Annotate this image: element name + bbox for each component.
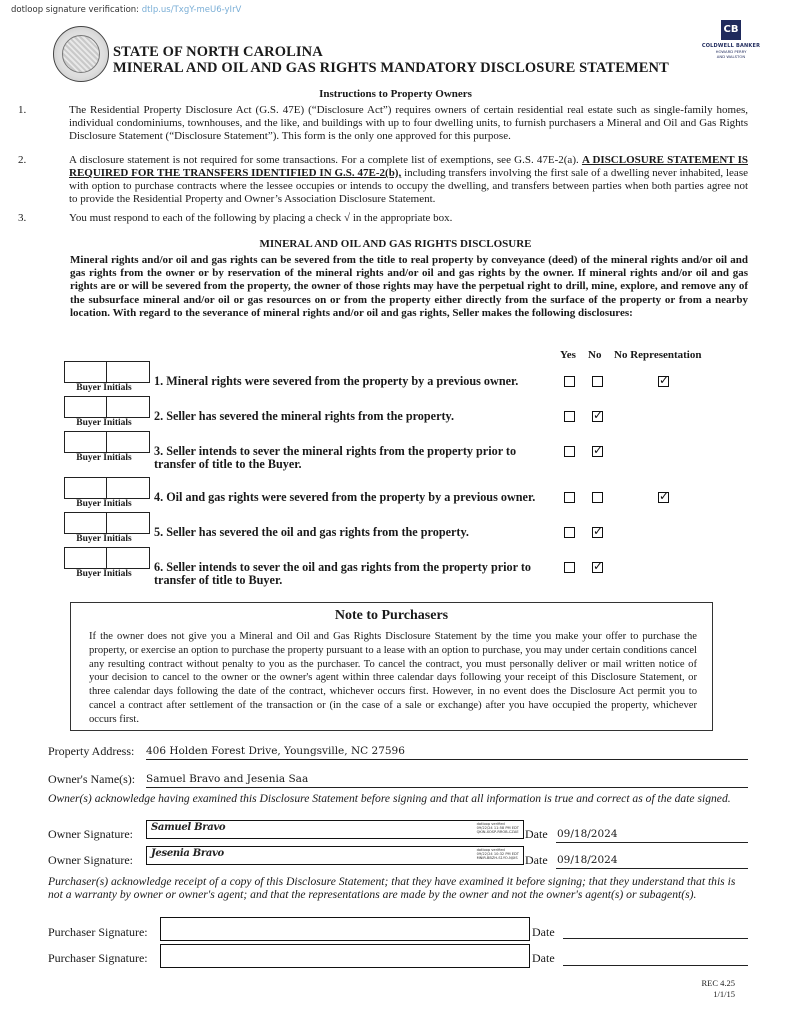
column-no: No bbox=[588, 349, 602, 361]
buyer-initials-field[interactable] bbox=[64, 477, 150, 499]
instructions-heading: Instructions to Property Owners bbox=[319, 88, 472, 100]
owner-signature-label: Owner Signature: bbox=[48, 827, 133, 841]
question-1-no-checkbox[interactable] bbox=[592, 376, 603, 387]
buyer-initials-label: Buyer Initials bbox=[76, 499, 132, 509]
stamp-line: QKIN-XOSP-RROB-CZAE bbox=[476, 830, 519, 835]
owners-name-field[interactable]: Samuel Bravo and Jesenia Saa bbox=[146, 773, 309, 785]
initials-box-1[interactable] bbox=[65, 432, 107, 452]
instruction-item-1 bbox=[18, 104, 748, 143]
instruction-required-notice: A DISCLOSURE STATEMENT IS REQUIRED FOR THE TRANSFERS IDENTIFIED IN G.S. 47E-2(b), bbox=[69, 154, 749, 179]
state-seal-icon bbox=[53, 26, 109, 82]
question-4-yes-checkbox[interactable] bbox=[564, 492, 575, 503]
owner-date-2-field[interactable]: 09/18/2024 bbox=[557, 854, 618, 866]
property-address-label: Property Address: bbox=[48, 744, 135, 758]
purchaser-date-label: Date bbox=[532, 951, 555, 965]
instruction-item-3 bbox=[18, 212, 748, 225]
question-3-text: 3. Seller intends to sever the mineral rights from the property prior to transfer of title to the Buyer. bbox=[154, 444, 517, 471]
disclosure-heading: MINERAL AND OIL AND GAS RIGHTS DISCLOSURE bbox=[259, 238, 532, 250]
purchaser-date-2-field[interactable] bbox=[563, 965, 748, 966]
owner-signature-label: Owner Signature: bbox=[48, 853, 133, 867]
owner-date-label: Date bbox=[525, 853, 548, 867]
buyer-initials-label: Buyer Initials bbox=[76, 418, 132, 428]
owner-date-label: Date bbox=[525, 827, 548, 841]
form-revision: 1/1/15 bbox=[713, 989, 735, 999]
instruction-number: 2. bbox=[18, 154, 27, 166]
initials-box-2[interactable] bbox=[107, 432, 149, 452]
coldwell-banker-icon: CB bbox=[721, 20, 741, 40]
initials-box-1[interactable] bbox=[65, 397, 107, 417]
question-2-no-checkbox[interactable] bbox=[592, 411, 603, 422]
buyer-initials-field[interactable] bbox=[64, 512, 150, 534]
property-address-field[interactable]: 406 Holden Forest Drive, Youngsville, NC 27596 bbox=[146, 745, 405, 757]
owner-signature-1: Samuel Bravo bbox=[151, 822, 226, 833]
instruction-text bbox=[69, 154, 748, 206]
purchaser-date-1-field[interactable] bbox=[563, 938, 748, 939]
initials-box-1[interactable] bbox=[65, 548, 107, 568]
owner-date-line bbox=[556, 842, 748, 843]
column-yes: Yes bbox=[560, 349, 576, 361]
instruction-text: You must respond to each of the following by placing a check √ in the appropriate box. bbox=[69, 212, 453, 224]
instruction-text-before: A disclosure statement is not required for some transactions. For a complete list of exemptions, see G.S. 47E-2(a). bbox=[69, 154, 582, 166]
page-title bbox=[113, 44, 669, 76]
verification-label: dotloop signature verification: bbox=[11, 5, 140, 15]
question-5-text: 5. Seller has severed the oil and gas rights from the property. bbox=[154, 525, 469, 539]
column-no-representation: No Representation bbox=[614, 349, 702, 361]
owner-date-line bbox=[556, 868, 748, 869]
initials-box-2[interactable] bbox=[107, 548, 149, 568]
buyer-initials-field[interactable] bbox=[64, 547, 150, 569]
initials-box-2[interactable] bbox=[107, 397, 149, 417]
initials-box-1[interactable] bbox=[65, 513, 107, 533]
purchaser-acknowledgement: Purchaser(s) acknowledge receipt of a copy of this Disclosure Statement; that they have examined it before signing; that they understand that this is not a warranty by owner or owner's agent; and that the representations are made by the owner and not the owner's agent(s) or subagent(s). bbox=[48, 875, 736, 901]
question-6-yes-checkbox[interactable] bbox=[564, 562, 575, 573]
question-5-no-checkbox[interactable] bbox=[592, 527, 603, 538]
instruction-number: 3. bbox=[18, 212, 27, 224]
form-footer bbox=[701, 978, 735, 1000]
brand-sub-2: AND WALSTON bbox=[716, 54, 746, 59]
question-5-yes-checkbox[interactable] bbox=[564, 527, 575, 538]
purchaser-signature-1-field[interactable] bbox=[160, 917, 530, 941]
brand-sub-1: HOWARD PERRY bbox=[715, 49, 747, 54]
owner-signature-1-field[interactable] bbox=[146, 820, 524, 839]
initials-box-2[interactable] bbox=[107, 513, 149, 533]
question-3-yes-checkbox[interactable] bbox=[564, 446, 575, 457]
question-2-yes-checkbox[interactable] bbox=[564, 411, 575, 422]
owner-signature-2: Jesenia Bravo bbox=[151, 848, 224, 859]
stamp-line: 09/22/24 11:58 PM EDT bbox=[476, 826, 519, 831]
initials-box-2[interactable] bbox=[107, 478, 149, 498]
purchaser-date-label: Date bbox=[532, 925, 555, 939]
disclosure-paragraph: Mineral rights and/or oil and gas rights can be severed from the title to real property by conveyance (deed) of the mineral rights and/or oil and gas rights from the owner or by reservation of the mineral rights and/or oil and gas rights by the owner. If mineral rights and/or oil and gas rights are or will be severed from the property, the owner of those rights may have the perpetual right to drill, mine, explore, and remove any of the subsurface mineral and/or oil or gas resources on or from the property either directly from the surface of the property or from a nearby location. With regard to the severance of mineral rights and/or oil and gas rights, Seller makes the following disclosures: bbox=[70, 254, 748, 319]
stamp-line: MNIR-BBZH-S1YO-NJXS bbox=[476, 856, 518, 861]
note-to-purchasers bbox=[70, 602, 713, 731]
dotloop-verified-stamp bbox=[477, 848, 519, 861]
owner-signature-2-field[interactable] bbox=[146, 846, 524, 865]
buyer-initials-label: Buyer Initials bbox=[76, 383, 132, 393]
purchaser-signature-label: Purchaser Signature: bbox=[48, 951, 148, 965]
instruction-item-2 bbox=[18, 154, 748, 206]
question-2-text: 2. Seller has severed the mineral rights from the property. bbox=[154, 409, 455, 423]
question-6-no-checkbox[interactable] bbox=[592, 562, 603, 573]
form-title: MINERAL AND OIL AND GAS RIGHTS MANDATORY DISCLOSURE STATEMENT bbox=[113, 60, 669, 76]
stamp-line: dotloop verified bbox=[476, 822, 505, 826]
question-4-no-checkbox[interactable] bbox=[592, 492, 603, 503]
question-1-yes-checkbox[interactable] bbox=[564, 376, 575, 387]
question-4-text: 4. Oil and gas rights were severed from the property by a previous owner. bbox=[154, 490, 536, 504]
buyer-initials-label: Buyer Initials bbox=[76, 453, 132, 463]
verification-link[interactable]: dtlp.us/TxgY-meU6-yIrV bbox=[141, 5, 242, 15]
initials-box-1[interactable] bbox=[65, 362, 107, 382]
buyer-initials-field[interactable] bbox=[64, 431, 150, 453]
stamp-line: dotloop verified bbox=[476, 848, 505, 852]
property-address-line bbox=[146, 759, 748, 760]
instruction-text-after: including transfers involving the first sale of a dwelling never inhabited, lease with option to purchase contracts where the lessee occupies or intends to occupy the dwelling, and transfers between parties when both parties agree not to provide the Residential Property and Owner’s Association Disclosure Statement. bbox=[69, 167, 748, 205]
brand-name: COLDWELL BANKER bbox=[701, 43, 761, 49]
purchaser-signature-2-field[interactable] bbox=[160, 944, 530, 968]
buyer-initials-field[interactable] bbox=[64, 361, 150, 383]
owners-name-label: Owner's Name(s): bbox=[48, 772, 136, 786]
buyer-initials-label: Buyer Initials bbox=[76, 569, 132, 579]
instruction-number: 1. bbox=[18, 104, 27, 116]
instruction-text: The Residential Property Disclosure Act (G.S. 47E) (“Disclosure Act”) requires owners of certain residential real estate such as single-family homes, individual condominiums, townhouses, and the like, and buildings with up to four dwelling units, to furnish purchasers a Mineral and Oil and Gas Rights Disclosure Statement (“Disclosure Statement”). This form is the only one approved for this purpose. bbox=[69, 104, 748, 142]
signature-verification bbox=[11, 5, 241, 15]
owners-name-line bbox=[146, 787, 748, 788]
buyer-initials-label: Buyer Initials bbox=[76, 534, 132, 544]
question-4-no-representation-checkbox[interactable] bbox=[658, 492, 669, 503]
form-code: REC 4.25 bbox=[701, 978, 735, 988]
owner-acknowledgement: Owner(s) acknowledge having examined this Disclosure Statement before signing and that all information is true and correct as of the date signed. bbox=[48, 792, 731, 805]
question-6-text: 6. Seller intends to sever the oil and gas rights from the property prior to transfer of title to Buyer. bbox=[154, 560, 532, 587]
question-1-no-representation-checkbox[interactable] bbox=[658, 376, 669, 387]
initials-box-2[interactable] bbox=[107, 362, 149, 382]
question-3-no-checkbox[interactable] bbox=[592, 446, 603, 457]
buyer-initials-field[interactable] bbox=[64, 396, 150, 418]
note-title: Note to Purchasers bbox=[334, 608, 449, 623]
initials-box-1[interactable] bbox=[65, 478, 107, 498]
purchaser-signature-label: Purchaser Signature: bbox=[48, 925, 148, 939]
question-1-text: 1. Mineral rights were severed from the property by a previous owner. bbox=[154, 374, 519, 388]
brand-logo bbox=[693, 20, 769, 59]
owner-date-1-field[interactable]: 09/18/2024 bbox=[557, 828, 618, 840]
note-body: If the owner does not give you a Mineral and Oil and Gas Rights Disclosure Statement by the time you make your offer to purchase the property, or exercise an option to purchase the property pursuant to a lease with an option to purchase, you may under certain conditions cancel any resulting contract without penalty to you as the purchaser. To cancel the contract, you must personally deliver or mail written notice of your decision to cancel to the owner or the owner's agent within three calendar days following your receipt of this Disclosure Statement, or three calendar days following the date of the contract, whichever occurs first. However, in no event does the Disclosure Act permit you to cancel a contract after settlement of the transaction or (in the case of a sale or exchange) after you have occupied the property, whichever occurs first. bbox=[89, 631, 697, 725]
state-name: STATE OF NORTH CAROLINA bbox=[113, 44, 323, 60]
stamp-line: 09/22/24 10:32 PM EDT bbox=[476, 852, 519, 857]
dotloop-verified-stamp bbox=[477, 822, 519, 835]
